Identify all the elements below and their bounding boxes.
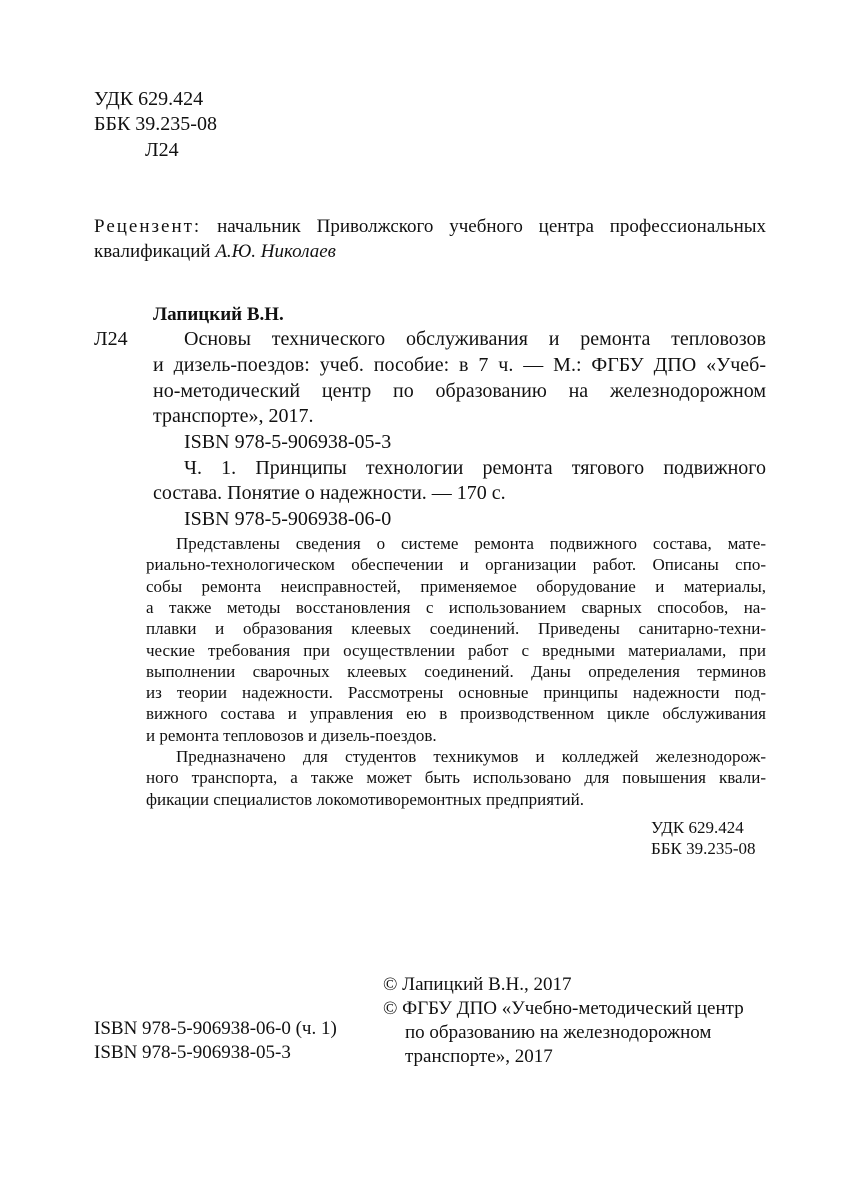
bbk-code-bottom: ББК 39.235-08 (651, 839, 756, 858)
copyright-publisher: © ФГБУ ДПО «Учебно-методический центр (383, 998, 744, 1019)
isbn-footer-set: ISBN 978-5-906938-05-3 (94, 1042, 291, 1063)
reviewer-label: Рецензент: (94, 216, 202, 237)
abstract-line: выполнении сварочных клеевых соединений. Даны определения терминов (146, 662, 766, 681)
abstract-line: риально-технологическом обеспечении и организации работ. Описаны спо- (146, 555, 766, 574)
isbn-footer-part: ISBN 978-5-906938-06-0 (ч. 1) (94, 1018, 337, 1039)
part-line-1: Ч. 1. Принципы технологии ремонта тягового подвижного (184, 457, 766, 479)
reviewer-name: А.Ю. Николаев (215, 241, 336, 262)
copyright-publisher-cont: по образованию на железнодорожном (405, 1022, 712, 1043)
abstract-line: и ремонта тепловозов и дизель-поездов. (146, 726, 437, 745)
purpose-line: ного транспорта, а также может быть использовано для повышения квали- (146, 768, 766, 787)
abstract-line: плавки и образования клеевых соединений. Приведены санитарно-техни- (146, 619, 766, 638)
bib-title-line-3: но-методический центр по образованию на железнодорожном (153, 380, 766, 402)
abstract-line: из теории надежности. Рассмотрены основные принципы надежности под- (146, 683, 766, 702)
copyright-author: © Лапицкий В.Н., 2017 (383, 974, 572, 995)
reviewer-line-2 (94, 239, 336, 264)
part-line-2: состава. Понятие о надежности. — 170 с. (153, 482, 506, 504)
reviewer-line-1 (94, 214, 766, 239)
abstract-line: а также методы восстановления с использованием сварных способов, на- (146, 598, 766, 617)
purpose-line: фикации специалистов локомотиворемонтных предприятий. (146, 790, 584, 809)
isbn-part: ISBN 978-5-906938-06-0 (184, 508, 392, 530)
author-heading: Лапицкий В.Н. (153, 304, 284, 325)
udk-code: УДК 629.424 (94, 88, 204, 110)
copyright-publisher-year: транспорте», 2017 (405, 1046, 553, 1067)
reviewer-position-cont: квалификаций (94, 241, 211, 262)
purpose-line: Предназначено для студентов техникумов и колледжей железнодорож- (176, 747, 766, 766)
bib-title-line-2: и дизель-поездов: учеб. пособие: в 7 ч. — М.: ФГБУ ДПО «Учеб- (153, 354, 766, 376)
author-mark: Л24 (145, 139, 179, 161)
bib-title-line-4: транспорте», 2017. (153, 405, 314, 427)
reviewer-position: начальник Приволжского учебного центра профессиональных (217, 216, 767, 237)
abstract-line: собы ремонта неисправностей, применяемое оборудование и материалы, (146, 577, 766, 596)
isbn-set: ISBN 978-5-906938-05-3 (184, 431, 392, 453)
abstract-line: ческие требования при осуществлении работ с вредными материалами, при (146, 641, 766, 660)
bib-author-mark: Л24 (94, 328, 128, 350)
bib-title-line-1: Основы технического обслуживания и ремонта тепловозов (184, 328, 766, 350)
udk-code-bottom: УДК 629.424 (651, 818, 744, 837)
abstract-line: Представлены сведения о системе ремонта подвижного состава, мате- (176, 534, 766, 553)
bbk-code: ББК 39.235-08 (94, 113, 217, 135)
abstract-line: вижного состава и управления ею в производственном цикле обслуживания (146, 704, 766, 723)
